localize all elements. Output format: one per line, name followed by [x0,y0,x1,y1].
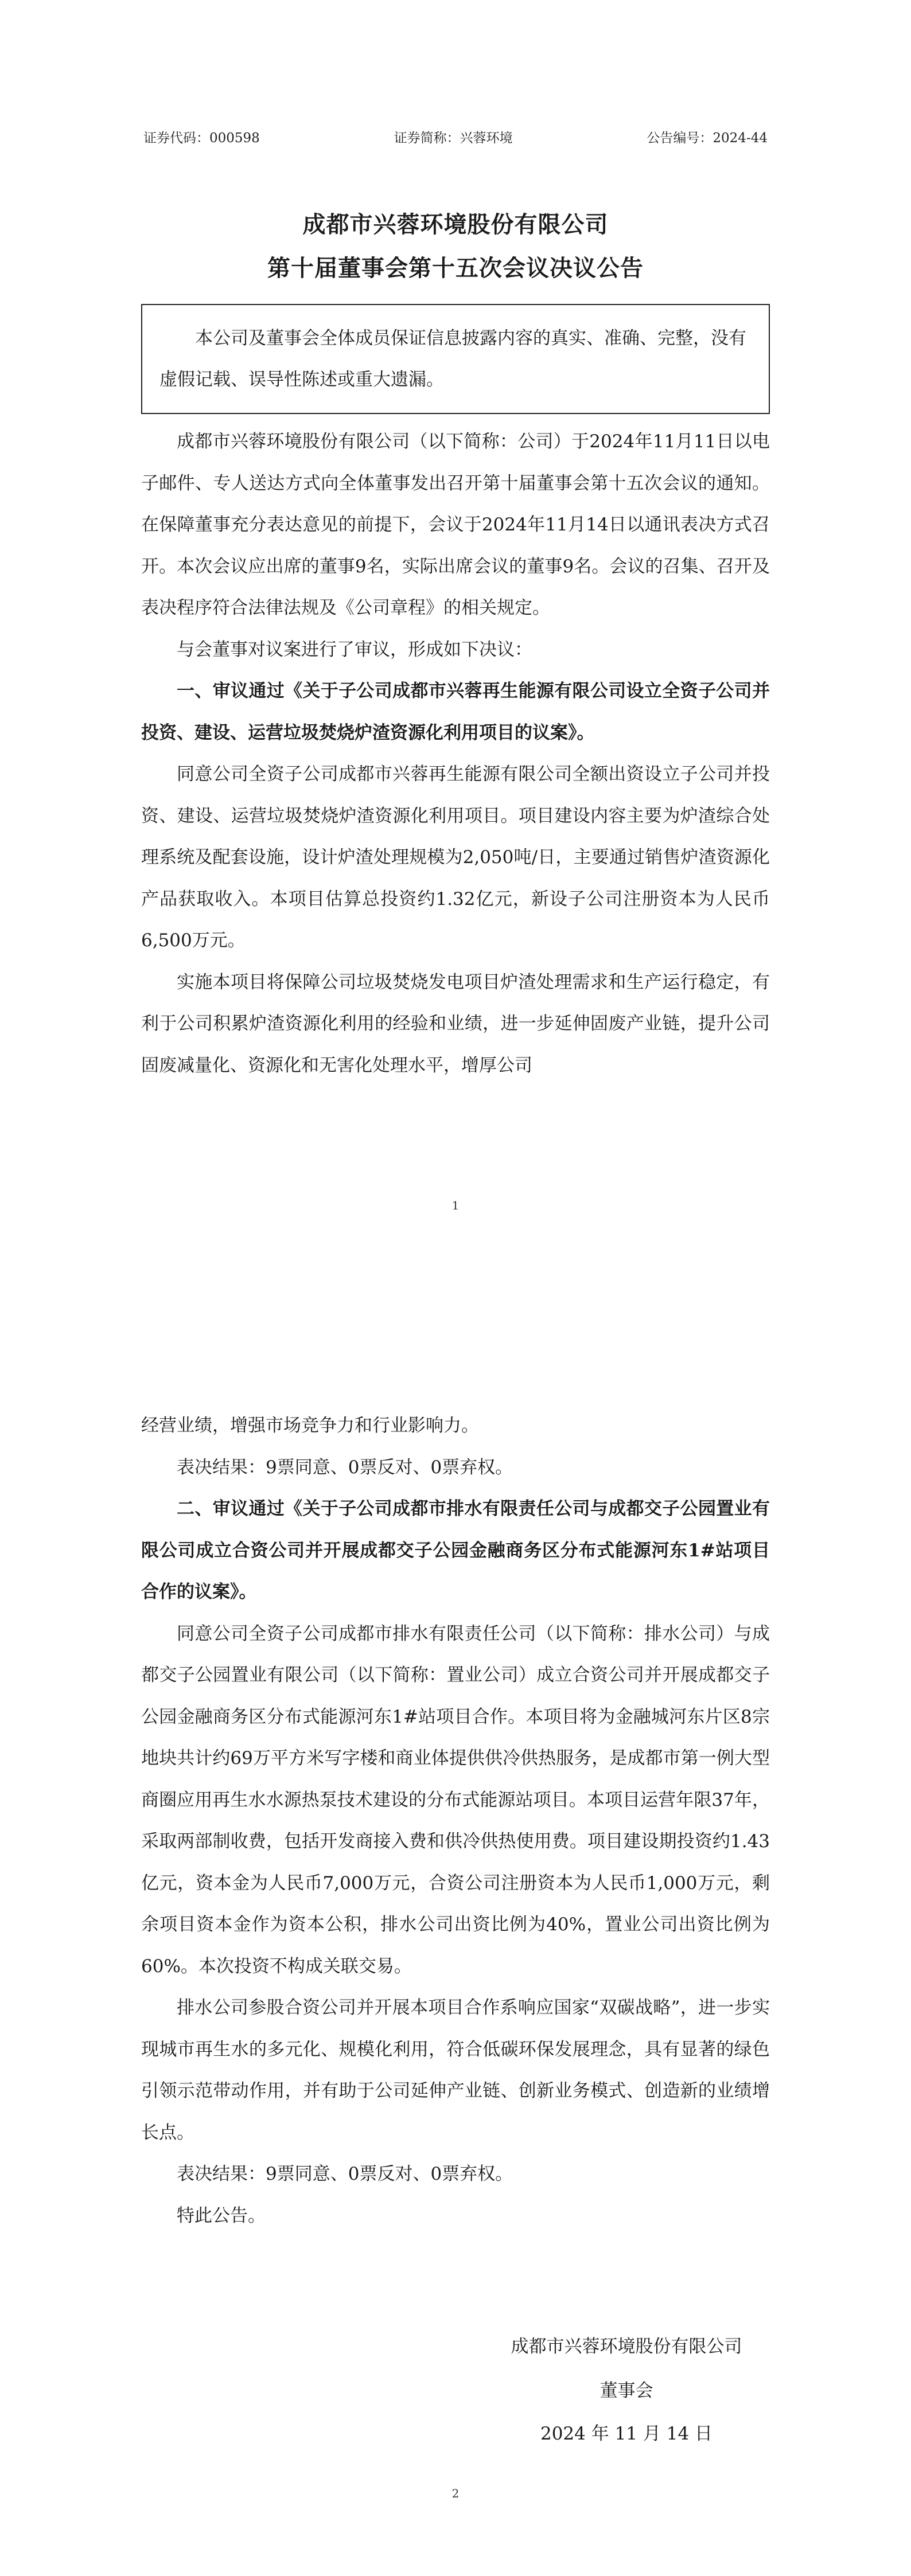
resolution-1-detail-paragraph: 同意公司全资子公司成都市兴蓉再生能源有限公司全额出资设立子公司并投资、建设、运营垃圾焚烧炉渣资源化利用项目。项目建设内容主要为炉渣综合处理系统及配套设施，设计炉渣处理规模为2,050吨/日，主要通过销售炉渣资源化产品获取收入。本项目估算总投资约1.32亿元，新设子公司注册资本为人民币6,500万元。 [141,764,770,951]
page-number: 1 [451,1199,460,1212]
vote-result-1: 表决结果：9票同意、0票反对、0票弃权。 [177,1457,513,1478]
resolution-2-significance-paragraph: 排水公司参股合资公司并开展本项目合作系响应国家“双碳战略”，进一步实现城市再生水的多元化、规模化利用，符合低碳环保发展理念，具有显著的绿色引领示范带动作用，并有助于公司延伸产业链、创新业务模式、创造新的业绩增长点。 [141,1997,770,2143]
resolution-2-detail-paragraph: 同意公司全资子公司成都市排水有限责任公司（以下简称：排水公司）与成都交子公园置业有限公司（以下简称：置业公司）成立合资公司并开展成都交子公园金融商务区分布式能源河东1#站项目合作。本项目将为金融城河东片区8宗地块共计约69万平方米写字楼和商业体提供供冷供热服务，是成都市第一例大型商圈应用再生水水源热泵技术建设的分布式能源站项目。本项目运营年限37年，采取两部制收费，包括开发商接入费和供冷供热使用费。项目建设期投资约1.43亿元，资本金为人民币7,000万元，合资公司注册资本为人民币1,000万元，剩余项目资本金作为资本公积，排水公司出资比例为40%，置业公司出资比例为60%。本次投资不构成关联交易。 [141,1623,770,1977]
resolution-1-heading: 一、审议通过《关于子公司成都市兴蓉再生能源有限公司设立全资子公司并投资、建设、运营垃圾焚烧炉渣资源化利用项目的议案》。 [141,681,770,743]
announcement-title: 第十届董事会第十五次会议决议公告 [267,255,644,282]
meeting-notice-paragraph: 成都市兴蓉环境股份有限公司（以下简称：公司）于2024年11月11日以电子邮件、专人送达方式向全体董事发出召开第十届董事会第十五次会议的通知。在保障董事充分表达意见的前提下，会议于2024年11月14日以通讯表决方式召开。本次会议应出席的董事9名，实际出席会议的董事9名。会议的召集、召开及表决程序符合法律法规及《公司章程》的相关规定。 [141,431,770,618]
resolution-2-heading: 二、审议通过《关于子公司成都市排水有限责任公司与成都交子公园置业有限公司成立合资公司并开展成都交子公园金融商务区分布式能源河东1#站项目合作的议案》。 [141,1498,770,1602]
company-title: 成都市兴蓉环境股份有限公司 [302,211,609,238]
announcement-header [143,127,768,146]
closing-statement: 特此公告。 [177,2205,266,2226]
signature-date: 2024 年 11 月 14 日 [540,2423,713,2444]
page-1-body [141,421,770,1086]
continued-paragraph: 经营业绩，增强市场竞争力和行业影响力。 [141,1415,479,1436]
stock-name: 证券简称：兴蓉环境 [394,131,513,146]
stock-code: 证券代码：000598 [143,131,260,146]
announcement-number: 公告编号：2024-44 [647,131,768,146]
disclosure-statement-box: 本公司及董事会全体成员保证信息披露内容的真实、准确、完整，没有虚假记载、误导性陈述或重大遗漏。 [141,304,770,414]
signature-board: 董事会 [599,2380,653,2401]
vote-result-2: 表决结果：9票同意、0票反对、0票弃权。 [177,2164,513,2184]
resolution-1-significance-paragraph: 实施本项目将保障公司垃圾焚烧发电项目炉渣处理需求和生产运行稳定，有利于公司积累炉渣资源化利用的经验和业绩，进一步延伸固废产业链，提升公司固废减量化、资源化和无害化处理水平，增厚公司 [141,971,770,1076]
signature-company: 成都市兴蓉环境股份有限公司 [511,2336,742,2357]
page-2-body [141,1405,770,2237]
resolution-intro-paragraph: 与会董事对议案进行了审议，形成如下决议： [177,639,532,660]
page-number: 2 [451,2487,460,2500]
